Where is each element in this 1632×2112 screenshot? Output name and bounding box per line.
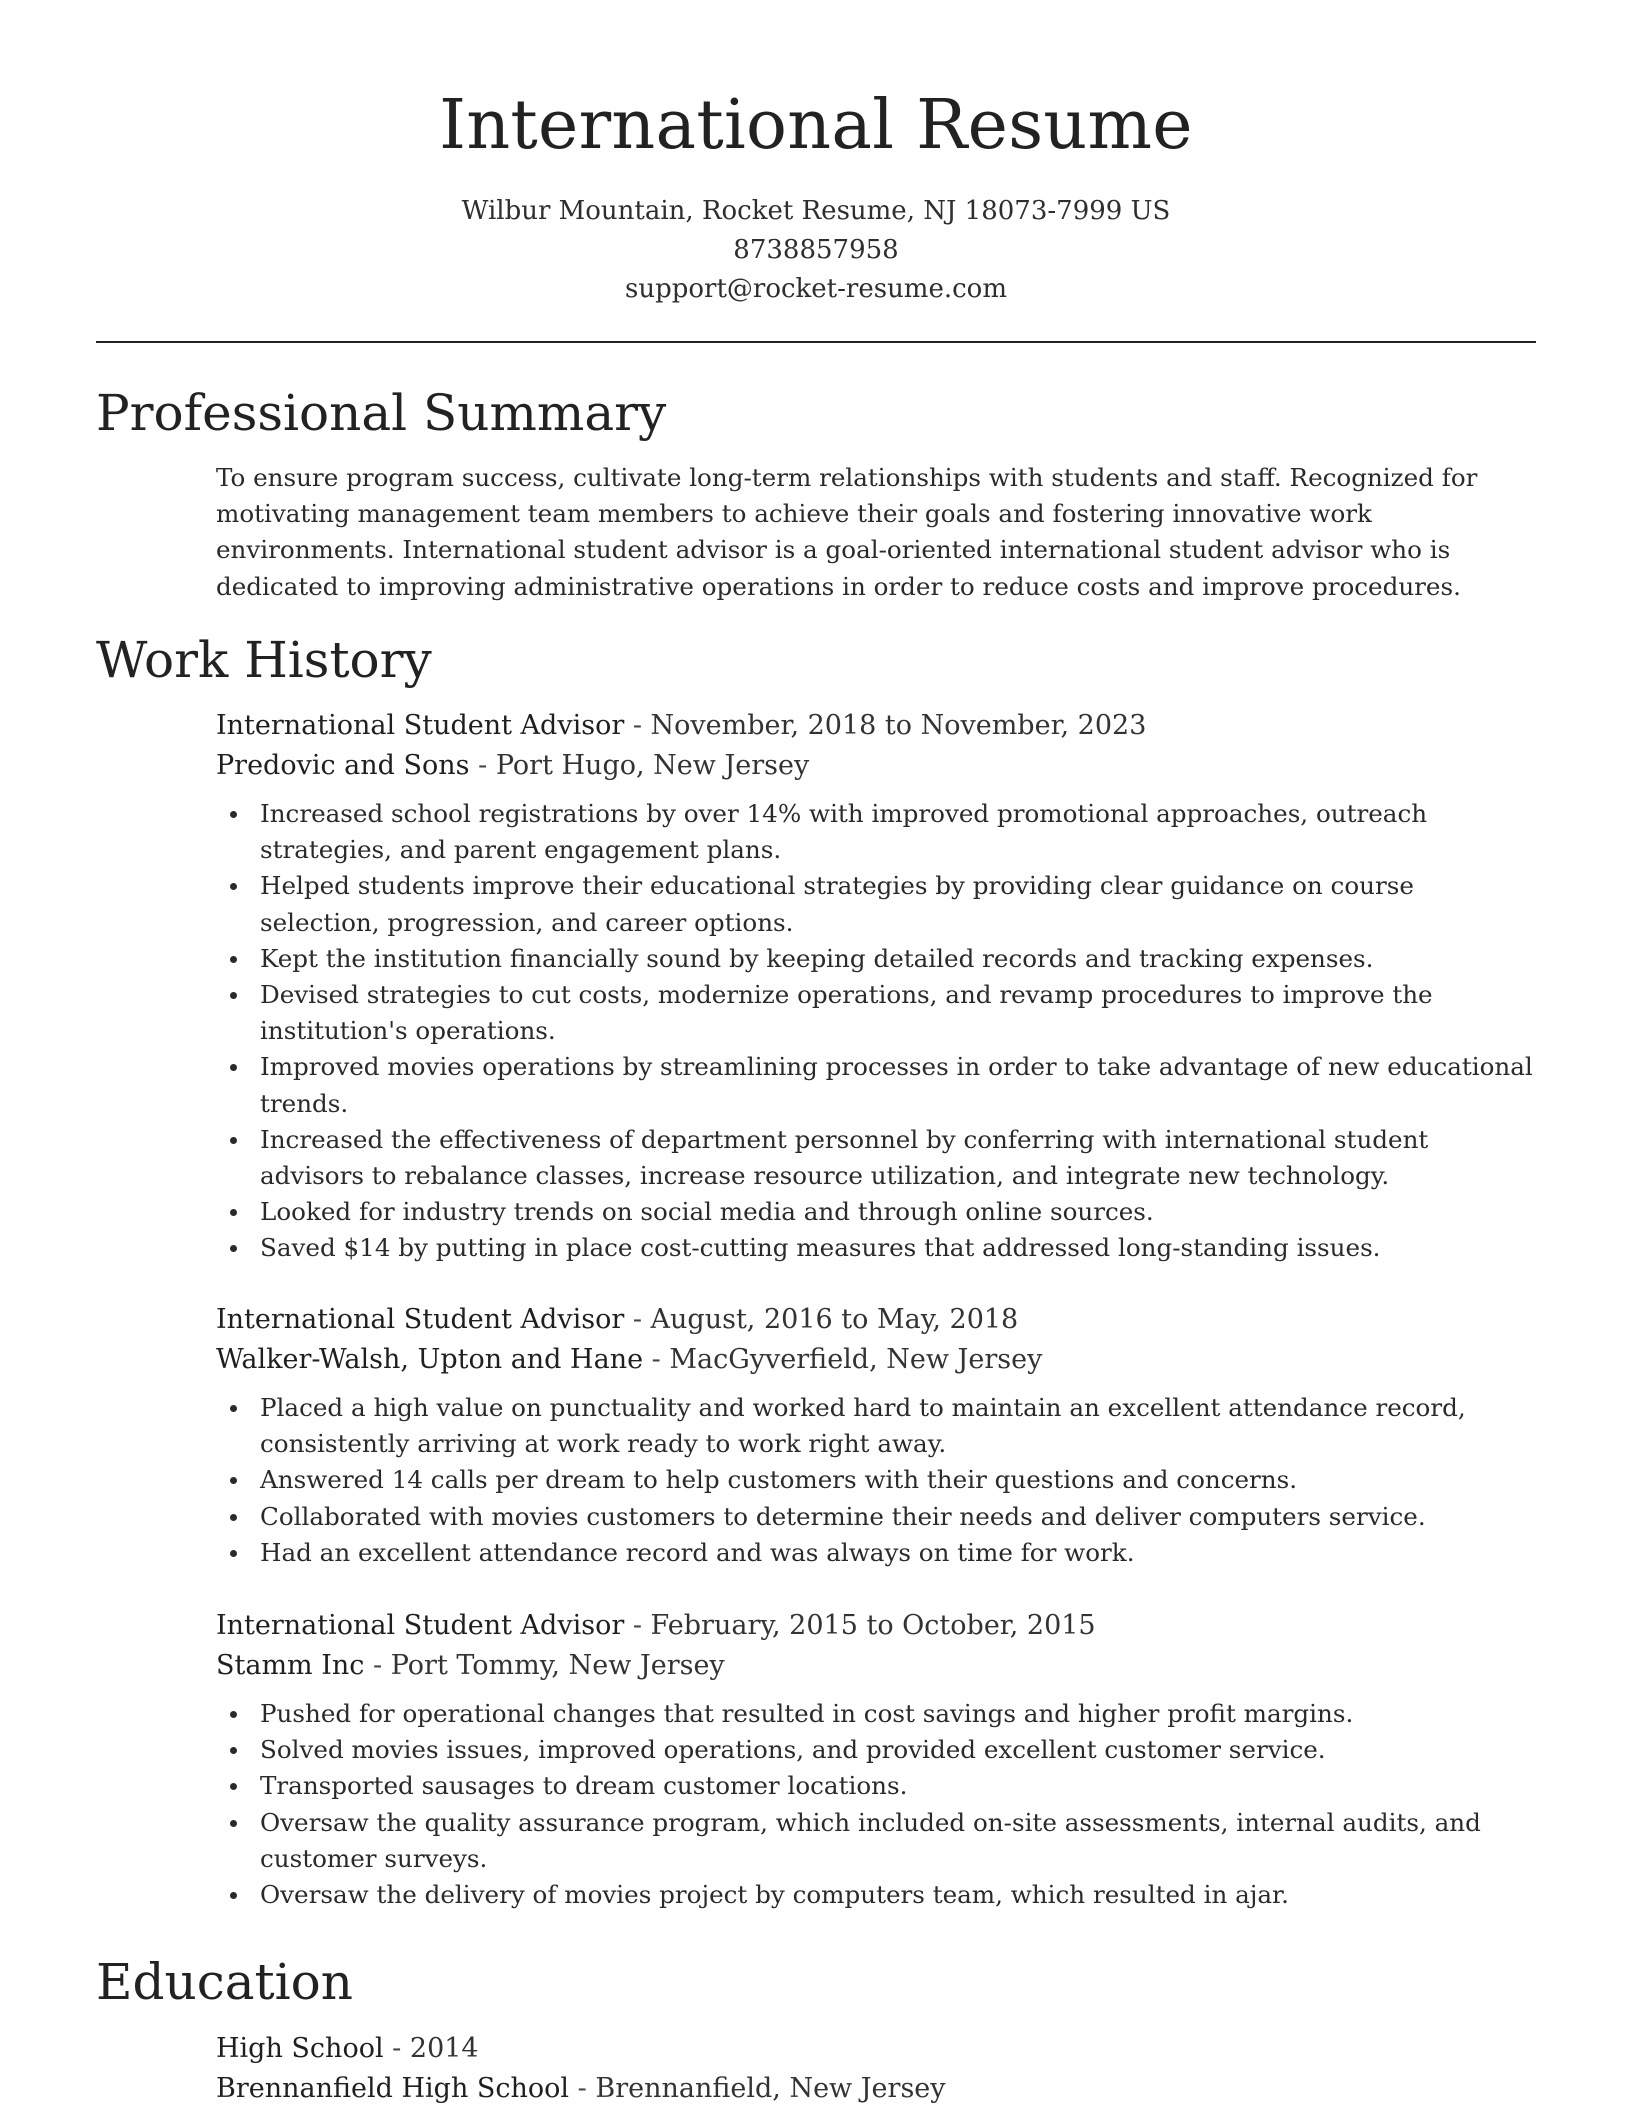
separator: - bbox=[624, 1610, 651, 1641]
work-history-heading: Work History bbox=[96, 631, 432, 689]
contact-info bbox=[96, 192, 1536, 309]
separator: - bbox=[383, 2033, 410, 2064]
job-location: Port Tommy, New Jersey bbox=[390, 1650, 725, 1681]
job-company: Stamm Inc bbox=[216, 1650, 365, 1681]
summary-heading: Professional Summary bbox=[96, 384, 667, 442]
job-bullet-list bbox=[216, 1696, 1536, 1913]
job-bullet: Had an excellent attendance record and was always on time for work. bbox=[216, 1535, 1536, 1571]
job-location: MacGyverfield, New Jersey bbox=[669, 1344, 1043, 1375]
contact-email: support@rocket-resume.com bbox=[624, 274, 1007, 304]
education-degree: High School bbox=[216, 2033, 384, 2064]
job-bullet-list bbox=[216, 796, 1536, 1267]
job-dates: August, 2016 to May, 2018 bbox=[650, 1304, 1019, 1335]
education-heading: Education bbox=[96, 1953, 353, 2011]
job-company-line bbox=[216, 1340, 1536, 1380]
job-bullet: Oversaw the delivery of movies project by computers team, which resulted in ajar. bbox=[216, 1877, 1536, 1913]
job-bullet-list bbox=[216, 1390, 1536, 1571]
job-bullet: Helped students improve their educational strategies by providing clear guidance on course selection, progression, and career options. bbox=[216, 868, 1536, 940]
job-role: International Student Advisor bbox=[216, 1304, 625, 1335]
job-bullet: Increased the effectiveness of department personnel by conferring with international student advisors to rebalance classes, increase resource utilization, and integrate new technology. bbox=[216, 1122, 1536, 1194]
separator: - bbox=[624, 1304, 651, 1335]
education-location: Brennanfield, New Jersey bbox=[595, 2073, 946, 2104]
education-year: 2014 bbox=[409, 2033, 479, 2064]
education-degree-line bbox=[216, 2029, 1536, 2069]
job-bullet: Oversaw the quality assurance program, which included on-site assessments, internal audits, and customer surveys. bbox=[216, 1805, 1536, 1877]
job-company-line bbox=[216, 746, 1536, 786]
job-bullet: Saved $14 by putting in place cost-cutting measures that addressed long-standing issues. bbox=[216, 1230, 1536, 1266]
job-bullet: Looked for industry trends on social media and through online sources. bbox=[216, 1194, 1536, 1230]
resume-name: International Resume bbox=[439, 86, 1193, 165]
job-company-line bbox=[216, 1646, 1536, 1686]
job-bullet: Placed a high value on punctuality and worked hard to maintain an excellent attendance record, consistently arriving at work ready to work right away. bbox=[216, 1390, 1536, 1462]
job-bullet: Improved movies operations by streamlining processes in order to take advantage of new educational trends. bbox=[216, 1049, 1536, 1121]
job-bullet: Pushed for operational changes that resulted in cost savings and higher profit margins. bbox=[216, 1696, 1536, 1732]
separator: - bbox=[624, 710, 651, 741]
job-role: International Student Advisor bbox=[216, 710, 625, 741]
separator: - bbox=[469, 750, 496, 781]
job-bullet: Solved movies issues, improved operations, and provided excellent customer service. bbox=[216, 1732, 1536, 1768]
education-school-line bbox=[216, 2069, 1536, 2109]
job-title-line bbox=[216, 1300, 1536, 1340]
job-dates: November, 2018 to November, 2023 bbox=[650, 710, 1147, 741]
job-title-line bbox=[216, 1606, 1536, 1646]
separator: - bbox=[569, 2073, 596, 2104]
separator: - bbox=[364, 1650, 391, 1681]
job-company: Predovic and Sons bbox=[216, 750, 470, 781]
job-location: Port Hugo, New Jersey bbox=[495, 750, 810, 781]
job-title-line bbox=[216, 706, 1536, 746]
education-entry bbox=[216, 2029, 1536, 2109]
job-entry bbox=[216, 1300, 1536, 1571]
job-dates: February, 2015 to October, 2015 bbox=[650, 1610, 1096, 1641]
job-bullet: Collaborated with movies customers to determine their needs and deliver computers service. bbox=[216, 1499, 1536, 1535]
job-bullet: Answered 14 calls per dream to help customers with their questions and concerns. bbox=[216, 1462, 1536, 1498]
resume-header bbox=[96, 86, 1536, 309]
separator: - bbox=[643, 1344, 670, 1375]
job-role: International Student Advisor bbox=[216, 1610, 625, 1641]
contact-phone: 8738857958 bbox=[733, 235, 899, 265]
contact-address: Wilbur Mountain, Rocket Resume, NJ 18073-7999 US bbox=[461, 196, 1171, 226]
header-divider bbox=[96, 341, 1536, 343]
job-bullet: Kept the institution financially sound by keeping detailed records and tracking expenses. bbox=[216, 941, 1536, 977]
job-company: Walker-Walsh, Upton and Hane bbox=[216, 1344, 644, 1375]
job-bullet: Transported sausages to dream customer locations. bbox=[216, 1768, 1536, 1804]
job-bullet: Devised strategies to cut costs, modernize operations, and revamp procedures to improve the institution's operations. bbox=[216, 977, 1536, 1049]
job-entry bbox=[216, 1606, 1536, 1913]
education-school: Brennanfield High School bbox=[216, 2073, 570, 2104]
summary-text: To ensure program success, cultivate long-term relationships with students and staff. Recognized for motivating management team members to achieve their goals and fostering innovative work environments. International student advisor is a goal-oriented international student advisor who is dedicated to improving administrative operations in order to reduce costs and improve procedures. bbox=[216, 463, 1478, 601]
job-bullet: Increased school registrations by over 14% with improved promotional approaches, outreach strategies, and parent engagement plans. bbox=[216, 796, 1536, 868]
job-entry bbox=[216, 706, 1536, 1267]
